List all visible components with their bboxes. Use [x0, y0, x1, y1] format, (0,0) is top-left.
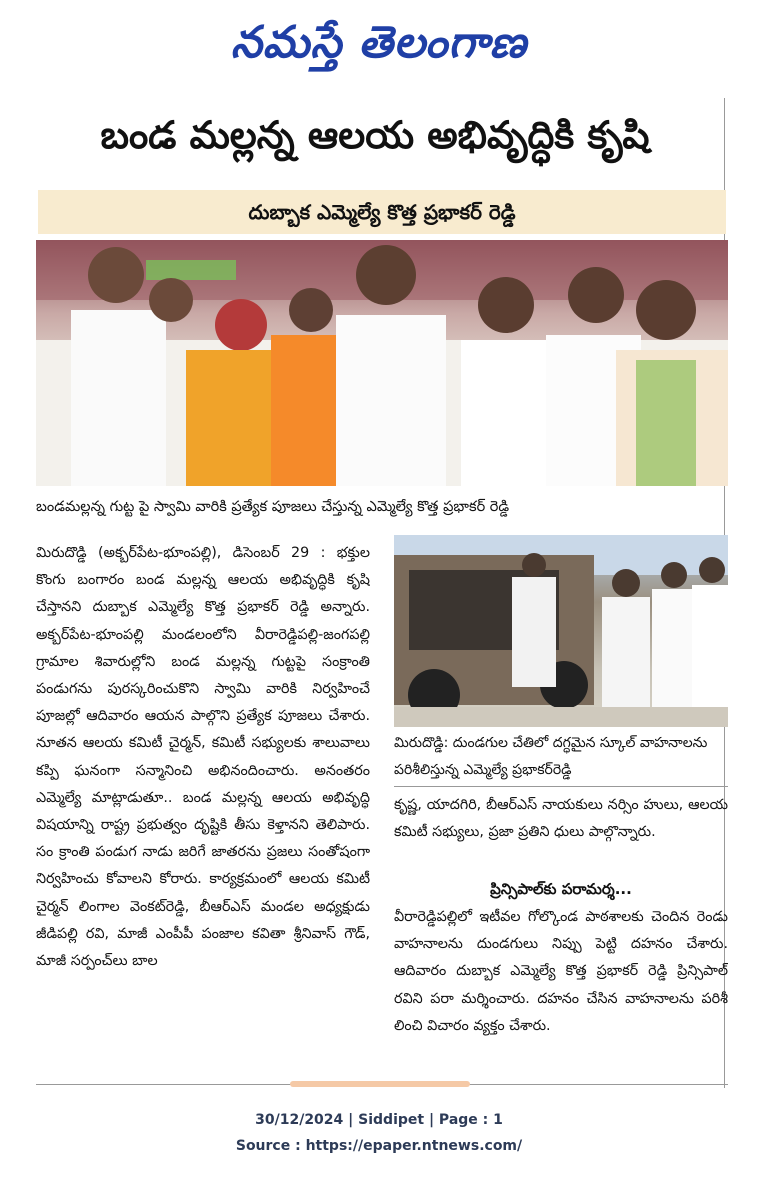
article-body-column-1: మిరుదొడ్డి (అక్బర్‌పేట-భూంపల్లి), డిసెంబర్ 29 : భక్తుల కొంగు బంగారం బండ మల్లన్న ఆలయ అభివృద్ధికి కృషి చేస్తానని దుబ్బాక ఎమ్మెల్యే కొత్త ప్రభాకర్ రెడ్డి అన్నారు. అక్బర్‌పేట-భూంపల్లి మండలంలోని వీరారెడ్డిపల్లి-జంగపల్లి గ్రామాల శివారుల్లోని బండ మల్లన్న గుట్టపై సంక్రాంతి పండుగను పురస్కరించుకొని స్వామి వారికి నిర్వహించే పూజల్లో ఆదివారం ఆయన పాల్గొని ప్రత్యేక పూజలు చేశారు. నూతన ఆలయ కమిటీ చైర్మన్, కమిటీ సభ్యులకు శాలువాలు కప్పి ఘనంగా సన్మానించి అభినందించారు. అనంతరం ఎమ్మెల్యే మాట్లాడుతూ.. బండ మల్లన్న ఆలయ అభివృద్ధి విషయాన్ని రాష్ట్ర ప్రభుత్వం దృష్టికి తీసు కెళ్తానని తెలిపారు. సం క్రాంతి పండుగ నాడు జరిగే జాతరను ప్రజలు సంతోషంగా నిర్వహించు కోవాలని కోరారు. కార్యక్రమంలో ఆలయ కమిటీ చైర్మన్ లింగాల వెంకట్‌రెడ్డి, బీఆర్‌ఎస్ మండల అధ్యక్షుడు జీడిపల్లి రవి, మాజీ ఎంపీపీ పంజాల కవితా శ్రీనివాస్ గౌడ్, మాజీ సర్పంచ్‌లు బాల: [36, 545, 370, 970]
footer-dateline: 30/12/2024 | Siddipet | Page : 1: [255, 1112, 503, 1128]
article-subheadline: దుబ్బాక ఎమ్మెల్యే కొత్త ప్రభాకర్ రెడ్డి: [38, 190, 726, 234]
article-subheading-principal: ప్రిన్సిపాల్‌కు పరామర్శ...: [490, 880, 632, 898]
article-body-column-2: కృష్ణ, యాదగిరి, బీఆర్‌ఎస్ నాయకులు నర్సిం హులు, ఆలయ కమిటీ సభ్యులు, ప్రజా ప్రతిని ధులు పాల్గొన్నారు.: [394, 797, 728, 841]
bottom-accent-bar: [290, 1081, 470, 1087]
temple-event-photo: [36, 240, 728, 486]
footer-source-link[interactable]: Source : https://epaper.ntnews.com/: [235, 1138, 523, 1154]
article-body-column-2b: వీరారెడ్డిపల్లిలో ఇటీవల గోల్కొండ పాఠశాలకు చెందిన రెండు వాహనాలను దుండగులు నిప్పు పెట్టి దహనం చేశారు. ఆదివారం దుబ్బాక ఎమ్మెల్యే కొత్త ప్రభాకర్ రెడ్డి ప్రిన్సిపాల్ రవిని పరా మర్శించారు. దహనం చేసిన వాహనాలను పరిశీ లించి విచారం వ్యక్తం చేశారు.: [394, 909, 728, 1034]
newspaper-masthead: [0, 8, 758, 78]
masthead-title: నమస్తే తెలంగాణ: [230, 17, 528, 68]
photo1-caption: బండమల్లన్న గుట్ట పై స్వామి వారికి ప్రత్యేక పూజలు చేస్తున్న ఎమ్మెల్యే కొత్త ప్రభాకర్ రెడ్డి: [36, 499, 510, 515]
burnt-vehicle-photo: [394, 535, 728, 727]
photo2-caption: మిరుదొడ్డి: దుండగుల చేతిలో దగ్ధమైన స్కూల్ వాహనాలను పరిశీలిస్తున్న ఎమ్మెల్యే ప్రభాకర్‌రెడ్డి: [394, 730, 728, 787]
article-headline: బండ మల్లన్న ఆలయ అభివృద్ధికి కృషి: [100, 113, 650, 157]
